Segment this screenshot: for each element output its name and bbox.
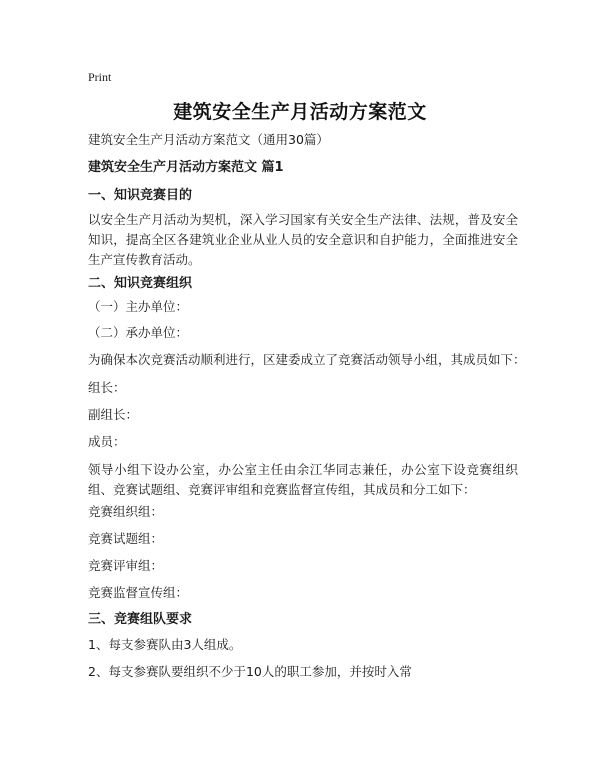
section-2-heading: 二、知识竞赛组织 xyxy=(88,276,193,291)
article-heading: 建筑安全生产月活动方案范文 篇1 xyxy=(88,160,284,175)
undertaker-line: （二）承办单位： xyxy=(88,325,189,340)
section-1-heading: 一、知识竞赛目的 xyxy=(88,188,193,203)
group-supervision-line: 竞赛监督宣传组： xyxy=(88,585,189,600)
document-subtitle: 建筑安全生产月活动方案范文（通用30篇） xyxy=(88,132,329,147)
requirement-1: 1、每支参赛队由3人组成。 xyxy=(88,637,242,652)
committee-intro: 为确保本次竞赛活动顺利进行，区建委成立了竞赛活动领导小组，其成员如下： xyxy=(88,352,526,367)
print-label[interactable]: Print xyxy=(88,70,112,84)
members-line: 成员： xyxy=(88,434,126,449)
group-organization-line: 竞赛组织组： xyxy=(88,504,164,519)
group-questions-line: 竞赛试题组： xyxy=(88,531,164,546)
section-3-heading: 三、竞赛组队要求 xyxy=(88,612,193,627)
requirement-2: 2、每支参赛队要组织不少于10人的职工参加，并按时入常 xyxy=(88,664,412,679)
section-1-paragraph: 以安全生产月活动为契机，深入学习国家有关安全生产法律、法规，普及安全知识，提高全区各建筑业企业从业人员的安全意识和自护能力，全面推进安全生产宣传教育活动。 xyxy=(88,212,518,267)
group-review-line: 竞赛评审组： xyxy=(88,558,164,573)
leader-line: 组长： xyxy=(88,380,126,395)
deputy-leader-line: 副组长： xyxy=(88,407,139,422)
office-paragraph: 领导小组下设办公室，办公室主任由余江华同志兼任，办公室下设竞赛组织组、竞赛试题组、竞赛评审组和竞赛监督宣传组，其成员和分工如下： xyxy=(88,462,518,497)
document-title: 建筑安全生产月活动方案范文 xyxy=(173,101,427,123)
organizer-line: （一）主办单位： xyxy=(88,299,189,314)
